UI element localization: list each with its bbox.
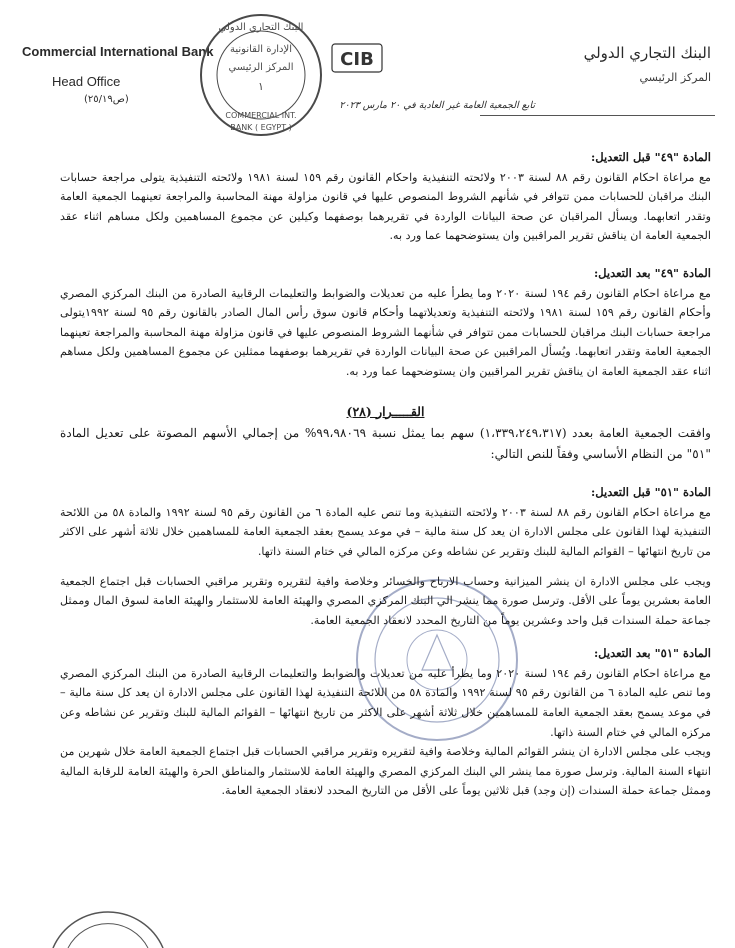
svg-text:الإدارة القانونية: الإدارة القانونية xyxy=(229,44,293,55)
cib-logo xyxy=(331,43,383,73)
svg-text:BANK ( EGYPT ): BANK ( EGYPT ) xyxy=(230,123,292,132)
article-51-after-text-2: ويجب على مجلس الادارة ان ينشر القوائم المالية وخلاصة وافية لتقريره وتقرير مراقبي الحسابات قبل اجتماع الجمعية العامة خلال شهرين من انتهاء السنة المالية. وترسل صورة مما ينشر الي البنك المركزي المصري والهيئة العامة للاستثمار والمناطق الحرة والهيئة العامة للرقابة المالية وممثل جماعة حملة السندات (إن وجد) قبل ثلاثين يوماً على الأقل من التاريخ المحدد لانعقاد الجمعية العامة. xyxy=(60,745,711,798)
document-body xyxy=(60,144,711,801)
decision-title: القـــــرار (٢٨) xyxy=(346,403,425,419)
article-51-after-heading: المادة "٥١" بعد التعديل: xyxy=(593,646,711,661)
article-49-before-heading: المادة "٤٩" قبل التعديل: xyxy=(591,150,711,164)
article-49-before-text: مع مراعاة احكام القانون رقم ٨٨ لسنة ٢٠٠٣ ولائحته التنفيذية واحكام القانون رقم ١٥٩ لسنة ١٩٨١ ولائحته التنفيذية يتولى مراجعة حسابات البنك مراقبان للحسابات ممن تتوافر في شأنهم الشروط المنصوص عليها في قانون مزاولة مهنة المحاسبة والمراجعة تعينهما الجمعية العامة وتقدر اتعابهما. ويسأل المراقبان عن صحة البيانات الواردة في تقريرهما بوصفهما وكيلين عن مجموع المساهمين ولكل مساهم اثناء عقد الجمعية العامة ان يناقش تقرير المراقبين وان يستوضحهما عما ورد به. xyxy=(60,170,711,243)
logo-text: CIB xyxy=(340,49,374,70)
bottom-stamp-fragment xyxy=(48,888,168,948)
article-51-before-heading: المادة "٥١" قبل التعديل: xyxy=(591,485,711,500)
meeting-follow-line: تابع الجمعية العامة غير العادية في ٢٠ مارس ٢٠٢٣ xyxy=(339,100,535,111)
svg-text:المركز الرئيسي: المركز الرئيسي xyxy=(228,62,294,73)
header-rule xyxy=(480,115,715,116)
article-51-before-text-2: ويجب على مجلس الادارة ان ينشر الميزانية وحساب الارباح والخسائر وخلاصة وافية لتقريره وتقرير مراقبي الحسابات قبل اجتماع الجمعية العامة بعشرين يوماً على الأقل. وترسل صورة مما ينشر الي البنك المركزي المصري والهيئة العامة للاستثمار والهيئة العامة لسوق المال وممثل جماعة حملة السندات قبل واحد وعشرين يوماً من التاريخ المحدد لانعقاد الجمعية العامة. xyxy=(60,574,711,627)
bank-name-english: Commercial International Bank xyxy=(22,44,214,59)
article-51-before-text-1: مع مراعاة احكام القانون رقم ٨٨ لسنة ٢٠٠٣ ولائحته التنفيذية وما تنص عليه المادة ٦ من القانون رقم ٩٥ لسنة ١٩٩٢ والمادة ٥٨ من اللائحة التنفيذية لهذا القانون على مجلس الادارة ان يعد كل سنة مالية – في موعد يسمح بعقد الجمعية العامة للمساهمين خلال ثلاثة أشهر على الاكثر من تاريخ انتهائها – القوائم المالية للبنك وتقرير عن نشاطه وعن مركزه المالي في ختام السنة ذاتها. xyxy=(60,505,711,558)
article-49-after-heading: المادة "٤٩" بعد التعديل: xyxy=(593,265,711,280)
page-reference: (ص٢٥/١٩) xyxy=(84,94,129,105)
head-office-english: Head Office xyxy=(52,74,121,89)
svg-text:١: ١ xyxy=(258,80,264,93)
article-51-after-text-1: مع مراعاة احكام القانون رقم ١٩٤ لسنة ٢٠٢٠ وما يطرأ عليه من تعديلات والضوابط والتعليمات الرقابية الصادرة من البنك المركزي المصري وما تنص عليه المادة ٦ من القانون رقم ٩٥ لسنة ١٩٩٢ والمادة ٥٨ من اللائحة التنفيذية لهذا القانون على مجلس الادارة ان يعد كل سنة مالية – في موعد يسمح بعقد الجمعية العامة للمساهمين خلال ثلاثة أشهر على الاكثر من تاريخ انتهائها – القوائم المالية للبنك وتقرير عن نشاطه وعن مركزه المالي في ختام السنة ذاتها. xyxy=(60,666,711,739)
legal-department-stamp xyxy=(196,10,326,140)
svg-text:البنك التجاري الدولي: البنك التجاري الدولي xyxy=(218,22,304,33)
article-49-after-text: مع مراعاة احكام القانون رقم ١٩٤ لسنة ٢٠٢٠ وما يطرأ عليه من تعديلات والضوابط والتعليمات الرقابية الصادرة من البنك المركزي المصري وأحكام القانون رقم ١٥٩ لسنة ١٩٨١ ولائحته التنفيذية وتعديلاتهما وأحكام قانون سوق رأس المال الصادر بالقانون رقم ٩٥ لسنة ١٩٩٢يتولى مراجعة حسابات البنك مراقبان للحسابات ممن تتوافر في شأنهما الشروط المنصوص عليها في قانون مزاولة مهنة المحاسبة والمراجعة تعينهما الجمعية العامة وتقدر اتعابهما. ويُسأل المراقبين عن صحة البيانات الواردة في تقريرهما بوصفهما ممثلين عن مجموع المساهمين ولكل مساهم اثناء عقد الجمعية العامة ان يناقش تقرير المراقبين وان يستوضحهما عما ورد به. xyxy=(60,286,711,378)
decision-text: وافقت الجمعية العامة بعدد (١،٣٣٩،٢٤٩،٣١٧) سهم بما يمثل نسبة ٩٩،٩٨٠٦٩% من إجمالي الأسهم المصوتة على تعديل المادة "٥١" من النظام الأساسي وفقاً للنص التالي: xyxy=(60,426,712,462)
bank-name-arabic: البنك التجاري الدولي xyxy=(583,44,711,62)
head-office-arabic: المركز الرئيسي xyxy=(639,71,711,84)
svg-text:COMMERCIAL INT.: COMMERCIAL INT. xyxy=(225,111,297,120)
